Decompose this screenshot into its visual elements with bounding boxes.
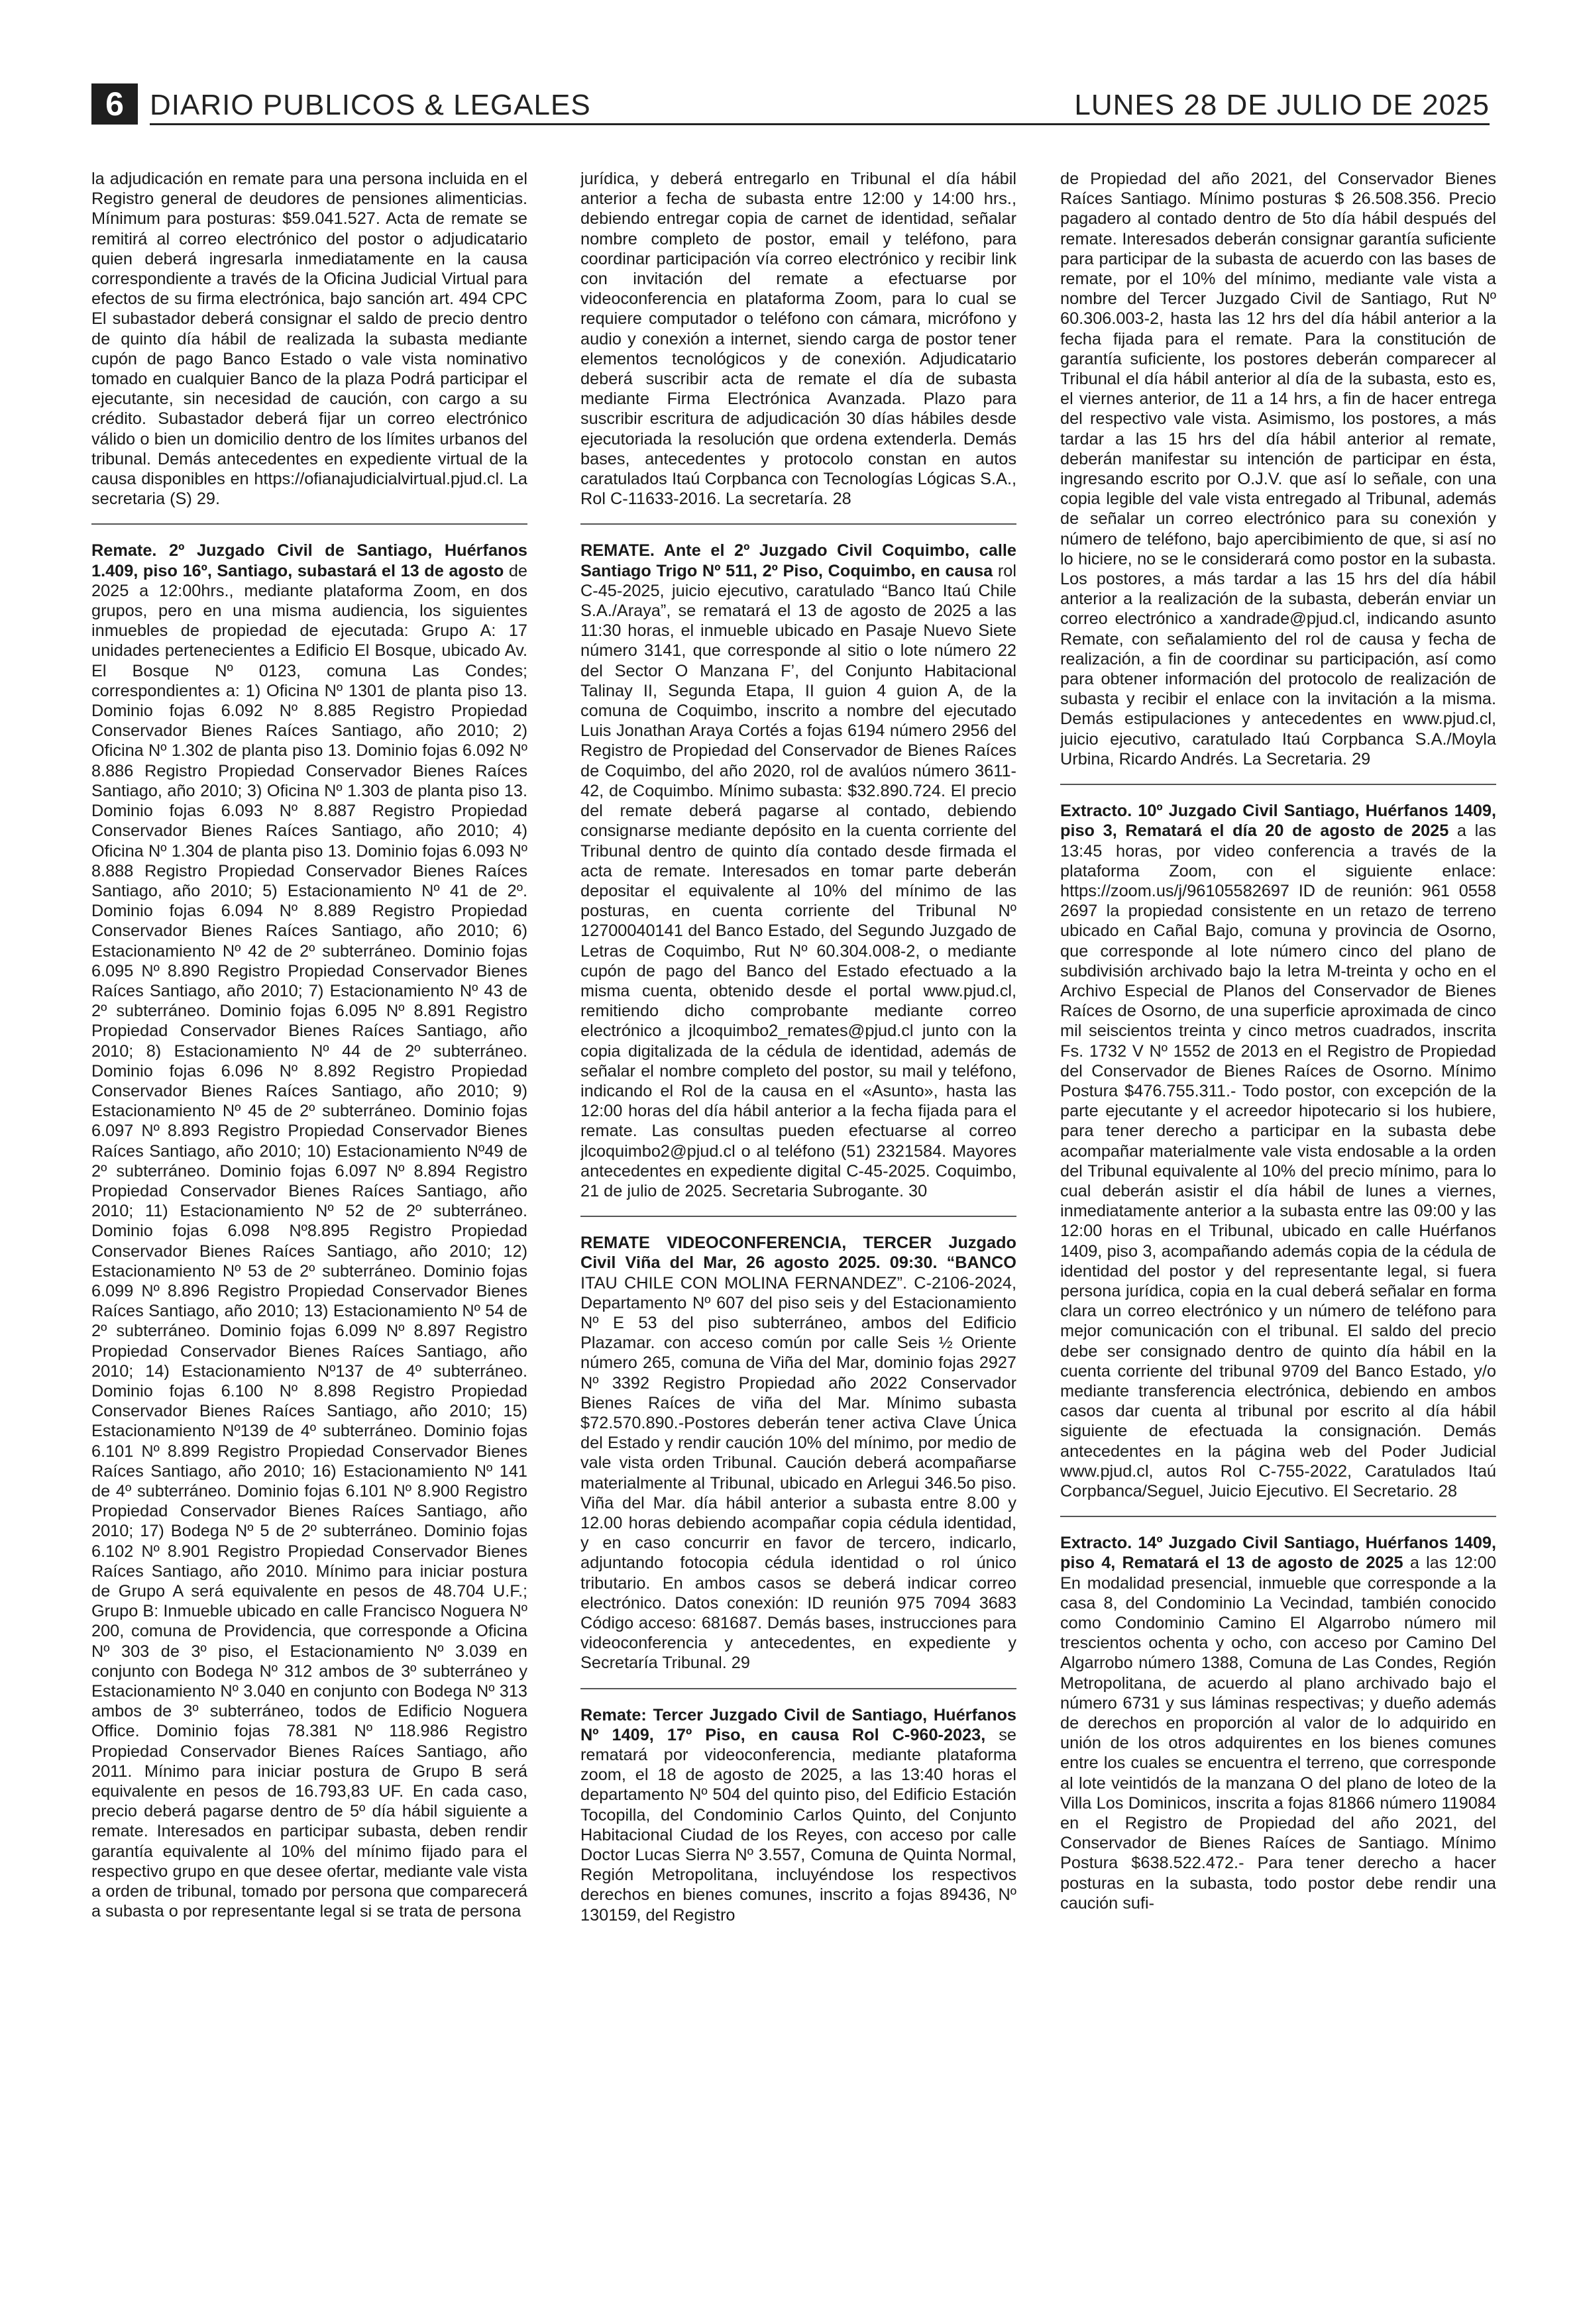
notice <box>580 1233 1016 1673</box>
notice-body: la adjudicación en remate para una persona incluida en el Registro general de deudores de pensiones alimenticias. Mínimum para posturas: $59.041.527. Acta de remate se remitirá al correo electrónico del postor o adjudicatario quien deberá ingresarla inmediatamente en la causa correspondiente a través de la Oficina Judicial Virtual para efectos de su firma electrónica, bajo sanción art. 494 CPC El subastador deberá consignar el saldo de precio dentro de quinto día hábil de realizada la subasta mediante cupón de pago Banco Estado o vale vista nominativo tomado en cualquier Banco de la plaza Podrá participar el ejecutante, sin necesidad de caución, con cargo a su crédito. Subastador deberá fijar un correo electrónico válido o bien un domicilio dentro de los límites urbanos del tribunal. Demás antecedentes en expediente virtual de la causa disponibles en https://ofianajudicialvirtual.pjud.cl. La secretaria (S) 29. <box>91 170 527 509</box>
notice <box>580 541 1016 1201</box>
notice <box>1060 801 1496 1501</box>
notice-separator <box>1060 1516 1496 1517</box>
notice-continuation <box>91 169 527 509</box>
column-2 <box>580 169 1016 2262</box>
column-3 <box>1060 169 1496 2262</box>
notice-body: jurídica, y deberá entregarlo en Tribunal el día hábil anterior a fecha de subasta entre 12:00 y 14:00 hrs., debiendo entregar copia de carnet de identidad, señalar nombre completo de postor, email y teléfono, para coordinar participación vía correo electrónico y recibir link con invitación del remate a efectuarse por videoconferencia en plataforma Zoom, para lo cual se requiere computador o teléfono con cámara, micrófono y audio y conexión a internet, siendo carga de postor tener elementos tecnológicos y de conexión. Adjudicatario deberá suscribir acta de remate el día de subasta mediante Firma Electrónica Avanzada. Plazo para suscribir escritura de adjudicación 30 días hábiles desde ejecutoriada la resolución que ordena extenderla. Demás bases, antecedentes y protocolo constan en autos caratulados Itaú Corpbanca con Tecnologías Lógicas S.A., Rol C-11633-2016. La secretaría. 28 <box>580 170 1016 509</box>
notice-separator <box>580 1216 1016 1217</box>
notice-body: se rematará por videoconferencia, mediante plataforma zoom, el 18 de agosto de 2025, a las 13:40 horas el departamento Nº 504 del quinto piso, del Edificio Estación Tocopilla, del Condominio Carlos Quinto, del Conjunto Habitacional Ciudad de los Reyes, con acceso por calle Doctor Lucas Sierra Nº 3.557, Comuna de Quinta Normal, Región Metropolitana, incluyéndose los respectivos derechos en bienes comunes, inscrito a fojas 89436, Nº 130159, del Registro <box>580 1725 1016 1925</box>
notice-heading: REMATE. Ante el 2º Juzgado Civil Coquimbo, calle Santiago Trigo Nº 511, 2º Piso, Coquimbo, en causa <box>580 541 1016 580</box>
notice <box>91 541 527 1921</box>
column-1 <box>91 169 527 2262</box>
notice-continuation <box>580 169 1016 509</box>
notice-separator <box>580 1688 1016 1689</box>
notice-body: de Propiedad del año 2021, del Conservador Bienes Raíces Santiago. Mínimo posturas $ 26.508.356. Precio pagadero al contado dentro de 5to día hábil después del remate. Interesados deberán consignar garantía suficiente para participar de la subasta de acuerdo con las bases de remate, por el 10% del mínimo, mediante vale vista a nombre del Tercer Juzgado Civil de Santiago, Rut Nº 60.306.003-2, hasta las 12 hrs del día hábil anterior a la fecha fijada para el remate. Para la constitución de garantía suficiente, los postores deberán comparecer al Tribunal el día hábil anterior al día de la subasta, esto es, el viernes anterior, de 11 a 14 hrs, a fin de hacer entrega del respectivo vale vista. Asimismo, los postores, a más tardar a las 15 hrs del día hábil anterior al remate, deberán manifestar su intención de participar en ésta, ingresando escrito por O.J.V. que así lo señale, con una copia legible del vale vista entregado al Tribunal, además de señalar un correo electrónico para su conexión y número de teléfono, bajo apercibimiento de que, si así no lo hiciere, no se le considerará como postor en la subasta. Los postores, a más tardar a las 15 hrs del día hábil anterior a la realización de la subasta, deberán enviar un correo electrónico a xandrade@pjud.cl, indicando asunto Remate, con señalamiento del rol de causa y fecha de realización, a fin de coordinar su participación, así como para obtener información del protocolo de realización de subasta y recibir el enlace con la invitación a la misma. Demás estipulaciones y antecedentes en www.pjud.cl, juicio ejecutivo, caratulado Itaú Corpbanca S.A./Moyla Urbina, Ricardo Andrés. La Secretaria. 29 <box>1060 170 1496 768</box>
publication-date: LUNES 28 DE JULIO DE 2025 <box>1074 89 1490 121</box>
notice-body: de 2025 a 12:00hrs., mediante plataforma Zoom, en dos grupos, pero en una misma audiencia, los siguientes inmuebles de propiedad de ejecutada: Grupo A: 17 unidades pertenecientes a Edificio El Bosque, ubicado Av. El Bosque Nº 0123, comuna Las Condes; correspondientes a: 1) Oficina Nº 1301 de planta piso 13. Dominio fojas 6.092 Nº 8.885 Registro Propiedad Conservador Bienes Raíces Santiago, año 2010; 2) Oficina Nº 1.302 de planta piso 13. Dominio fojas 6.092 Nº 8.886 Registro Propiedad Conservador Bienes Raíces Santiago, año 2010; 3) Oficina Nº 1.303 de planta piso 13. Dominio fojas 6.093 Nº 8.887 Registro Propiedad Conservador Bienes Raíces Santiago, año 2010; 4) Oficina Nº 1.304 de planta piso 13. Dominio fojas 6.093 Nº 8.888 Registro Propiedad Conservador Bienes Raíces Santiago, año 2010; 5) Estacionamiento Nº 41 de 2º. Dominio fojas 6.094 Nº 8.889 Registro Propiedad Conservador Bienes Raíces Santiago, año 2010; 6) Estacionamiento Nº 42 de 2º subterráneo. Dominio fojas 6.095 Nº 8.890 Registro Propiedad Conservador Bienes Raíces Santiago, año 2010; 7) Estacionamiento Nº 43 de 2º subterráneo. Dominio fojas 6.095 Nº 8.891 Registro Propiedad Conservador Bienes Raíces Santiago, año 2010; 8) Estacionamiento Nº 44 de 2º subterráneo. Dominio fojas 6.096 Nº 8.892 Registro Propiedad Conservador Bienes Raíces Santiago, año 2010; 9) Estacionamiento Nº 45 de 2º subterráneo. Dominio fojas 6.097 Nº 8.893 Registro Propiedad Conservador Bienes Raíces Santiago, año 2010; 10) Estacionamiento Nº49 de 2º subterráneo. Dominio fojas 6.097 Nº 8.894 Registro Propiedad Conservador Bienes Raíces Santiago, año 2010; 11) Estacionamiento Nº 52 de 2º subterráneo. Dominio fojas 6.098 Nº8.895 Registro Propiedad Conservador Bienes Raíces Santiago, año 2010; 12) Estacionamiento Nº 53 de 2º subterráneo. Dominio fojas 6.099 Nº 8.896 Registro Propiedad Conservador Bienes Raíces Santiago, año 2010; 13) Estacionamiento Nº 54 de 2º subterráneo. Dominio fojas 6.099 Nº 8.897 Registro Propiedad Conservador Bienes Raíces Santiago, año 2010; 14) Estacionamiento Nº137 de 4º subterráneo. Dominio fojas 6.100 Nº 8.898 Registro Propiedad Conservador Bienes Raíces Santiago, año 2010; 15) Estacionamiento Nº139 de 4º subterráneo. Dominio fojas 6.101 Nº 8.899 Registro Propiedad Conservador Bienes Raíces Santiago, año 2010; 16) Estacionamiento Nº 141 de 4º subterráneo. Dominio fojas 6.101 Nº 8.900 Registro Propiedad Conservador Bienes Raíces Santiago, año 2010; 17) Bodega Nº 5 de 2º subterráneo. Dominio fojas 6.102 Nº 8.901 Registro Propiedad Conservador Bienes Raíces Santiago, año 2010. Mínimo para iniciar postura de Grupo A será equivalente en pesos de 48.704 U.F.; Grupo B: Inmueble ubicado en calle Francisco Noguera Nº 200, comuna de Providencia, que corresponde a Oficina Nº 303 de 3º piso, el Estacionamiento Nº 3.039 en conjunto con Bodega Nº 312 ambos de 3º subterráneo y Estacionamiento Nº 3.040 en conjunto con Bodega Nº 313 ambos de 3º subterráneo, todos de Edificio Noguera Office. Dominio fojas 78.381 Nº 118.986 Registro Propiedad Conservador Bienes Raíces Santiago, año 2011. Mínimo para iniciar postura de Grupo B será equivalente en pesos de 16.793,83 UF. En cada caso, precio deberá pagarse dentro de 5º día hábil siguiente a remate. Interesados en participar subasta, deben rendir garantía equivalente al 10% del mínimo fijado para el respectivo grupo en que desee ofertar, mediante vale vista a orden de tribunal, tomado por persona que comparecerá a subasta o por representante legal si se trata de persona <box>91 561 527 1921</box>
notice-heading: Extracto. 14º Juzgado Civil Santiago, Huérfanos 1409, piso 4, Rematará el 13 de agosto de 2025 <box>1060 1534 1496 1573</box>
header-rule <box>150 123 1490 125</box>
notice-body: a las 13:45 horas, por video conferencia a través de la plataforma Zoom, con el siguiente enlace: https://zoom.us/j/96105582697 ID de reunión: 961 0558 2697 la propiedad consistente en un retazo de terreno ubicado en Cañal Bajo, comuna y provincia de Osorno, que corresponde al lote número cinco del plano de subdivisión archivado bajo la letra M-treinta y ocho en el Archivo Especial de Planos del Conservador de Bienes Raíces de Osorno, de una superficie aproximada de cinco mil seiscientos treinta y cinco metros cuadrados, inscrita Fs. 1732 V Nº 1552 de 2013 en el Registro de Propiedad del Conservador de Bienes Raíces de Osorno. Mínimo Postura $476.755.311.- Todo postor, con excepción de la parte ejecutante y el acreedor hipotecario si los hubiere, para tener derecho a participar en la subasta debe acompañar materialmente vale vista endosable a la orden del Tribunal equivalente al 10% del precio mínimo, para lo cual deberán asistir el día hábil de lunes a viernes, inmediatamente anterior a la subasta entre las 09:00 y las 12:00 horas en el Tribunal, ubicado en calle Huérfanos 1409, piso 3, acompañando además copia de la cédula de identidad del postor y del representante legal, si fuera persona jurídica, copia en la cual deberá señalar en forma clara un correo electrónico y un número de teléfono para mejor comunicación con el tribunal. El saldo del precio debe ser consignado dentro de quinto día hábil en la cuenta corriente del tribunal 9709 del Banco Estado, y/o mediante transferencia electrónica, debiendo en ambos casos dar cuenta al tribunal por escrito al día hábil siguiente de efectuada la consignación. Demás antecedentes en la página web del Poder Judicial www.pjud.cl, autos Rol C-755-2022, Caratulados Itaú Corpbanca/Seguel, Juicio Ejecutivo. El Secretario. 28 <box>1060 821 1496 1501</box>
notice-separator <box>1060 784 1496 785</box>
page-header <box>91 83 1490 125</box>
notice-continuation <box>1060 169 1496 769</box>
notice-heading: Extracto. 10º Juzgado Civil Santiago, Huérfanos 1409, piso 3, Rematará el día 20 de agosto de 2025 <box>1060 802 1496 841</box>
notice-heading: Remate: Tercer Juzgado Civil de Santiago, Huérfanos Nº 1409, 17º Piso, en causa Rol C-960-2023, <box>580 1705 1016 1744</box>
notice-separator <box>91 523 527 525</box>
notice <box>1060 1533 1496 1913</box>
notice-separator <box>580 523 1016 525</box>
notice <box>580 1705 1016 1925</box>
page-number: 6 <box>91 83 138 125</box>
notice-heading: Remate. 2º Juzgado Civil de Santiago, Huérfanos 1.409, piso 16º, Santiago, subastará el 13 de agosto <box>91 541 527 580</box>
notice-body: ITAU CHILE CON MOLINA FERNANDEZ”. C-2106-2024, Departamento Nº 607 del piso seis y del Estacionamiento Nº E 53 del piso subterráneo, ambos del Edificio Plazamar. con acceso común por calle Seis ½ Oriente número 265, comuna de Viña del Mar, dominio fojas 2927 Nº 3392 Registro Propiedad año 2022 Conservador Bienes Raíces de viña del Mar. Mínimo subasta $72.570.890.-Postores deberán tener activa Clave Única del Estado y rendir caución 10% del mínimo, por medio de vale vista orden Tribunal. Caución deberá acompañarse materialmente al Tribunal, ubicado en Arlegui 346.5o piso. Viña del Mar. día hábil anterior a subasta entre 8.00 y 12.00 horas debiendo acompañar copia cédula identidad, y en caso concurrir en favor de tercero, indicarlo, adjuntando fotocopia cédula identidad o rol único tributario. En ambos casos se deberá indicar correo electrónico. Datos conexión: ID reunión 975 7094 3683 Código acceso: 681687. Demás bases, instrucciones para videoconferencia y antecedentes, en expediente y Secretaría Tribunal. 29 <box>580 1273 1016 1673</box>
newspaper-section-title: DIARIO PUBLICOS & LEGALES <box>150 89 591 121</box>
notice-body: a las 12:00 En modalidad presencial, inmueble que corresponde a la casa 8, del Condominio La Vecindad, también conocido como Condominio Camino El Algarrobo número mil trescientos ochenta y ocho, con acceso por Camino Del Algarrobo número 1388, Comuna de Las Condes, Región Metropolitana, de acuerdo al plano archivado bajo el número 6731 y sus láminas respectivas; y dueño además de derechos en proporción al valor de lo adquirido en unión de los otros adquirentes en los bienes comunes entre los cuales se encuentra el terreno, que corresponde al lote veintidós de la manzana O del plano de loteo de la Villa Los Dominicos, inscrita a fojas 81866 número 119084 en el Registro de Propiedad del año 2021, del Conservador de Bienes Raíces de Santiago. Mínimo Postura $638.522.472.- Para tener derecho a hacer posturas en la subasta, todo postor debe rendir una caución sufi- <box>1060 1554 1496 1913</box>
notice-body: rol C-45-2025, juicio ejecutivo, caratulado “Banco Itaú Chile S.A./Araya”, se rematará el 13 de agosto de 2025 a las 11:30 horas, el inmueble ubicado en Pasaje Nuevo Siete número 3141, que corresponde al sitio o lote número 22 del Sector O Manzana F’, del Conjunto Habitacional Talinay II, Segunda Etapa, II guion 4 guion A, de la comuna de Coquimbo, inscrito a nombre del ejecutado Luis Jonathan Araya Cortés a fojas 6194 número 2956 del Registro de Propiedad del Conservador de Bienes Raíces de Coquimbo, del año 2020, rol de avalúos número 3611-42, de Coquimbo. Mínimo subasta: $32.890.724. El precio del remate deberá pagarse al contado, debiendo consignarse mediante depósito en la cuenta corriente del Tribunal dentro de quinto día contado desde firmada el acta de remate. Interesados en tomar parte deberán depositar el equivalente al 10% del mínimo de las posturas, en cuenta corriente del Tribunal Nº 12700040141 del Banco Estado, del Segundo Juzgado de Letras de Coquimbo, Rut Nº 60.304.008-2, o mediante cupón de pago del Banco del Estado efectuado a la misma cuenta, obtenido desde el portal www.pjud.cl, remitiendo dicho comprobante mediante correo electrónico a jlcoquimbo2_remates@pjud.cl junto con la copia digitalizada de la cédula de identidad, además de señalar el nombre completo del postor, su mail y teléfono, indicando el Rol de la causa en el «Asunto», hasta las 12:00 horas del día hábil anterior a la fecha fijada para el remate. Las consultas pueden efectuarse al correo jlcoquimbo2@pjud.cl o al teléfono (51) 2321584. Mayores antecedentes en expediente digital C-45-2025. Coquimbo, 21 de julio de 2025. Secretaria Subrogante. 30 <box>580 561 1016 1200</box>
notice-heading: REMATE VIDEOCONFERENCIA, TERCER Juzgado Civil Viña del Mar, 26 agosto 2025. 09:30. “BANCO <box>580 1234 1016 1273</box>
